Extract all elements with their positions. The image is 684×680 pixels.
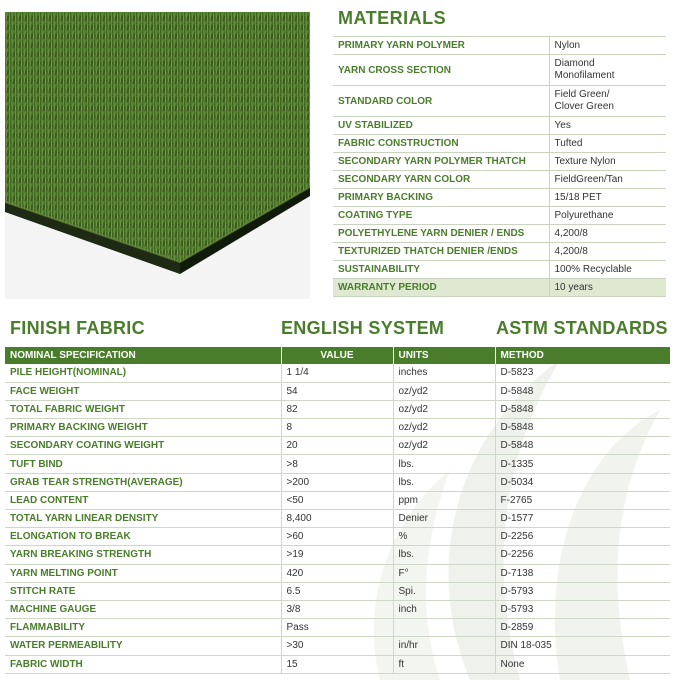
spec-unit-cell: lbs. xyxy=(393,455,495,473)
spec-method-cell: D-5823 xyxy=(495,364,670,382)
spec-value-cell: 420 xyxy=(281,564,393,582)
spec-value-cell: >8 xyxy=(281,455,393,473)
material-label: WARRANTY PERIOD xyxy=(333,279,549,297)
spec-unit-cell: Spi. xyxy=(393,582,495,600)
spec-unit-cell: % xyxy=(393,528,495,546)
spec-name-cell: SECONDARY COATING WEIGHT xyxy=(5,437,281,455)
material-value-text: Field Green/ Clover Green xyxy=(554,89,614,112)
material-label: TEXTURIZED THATCH DENIER /ENDS xyxy=(333,243,549,261)
spec-name-cell: YARN MELTING POINT xyxy=(5,564,281,582)
table-row xyxy=(5,491,670,509)
table-row xyxy=(333,225,666,243)
material-value: 4,200/8 xyxy=(549,225,666,243)
finish-fabric-heading: FINISH FABRIC xyxy=(10,318,145,338)
spec-name-cell: FABRIC WIDTH xyxy=(5,655,281,673)
material-value: 10 years xyxy=(549,279,666,297)
spec-method-cell: D-5034 xyxy=(495,473,670,491)
table-row xyxy=(5,382,670,400)
material-label: POLYETHYLENE YARN DENIER / ENDS xyxy=(333,225,549,243)
materials-title: MATERIALS xyxy=(338,8,447,28)
spec-unit-cell: lbs. xyxy=(393,473,495,491)
spec-name-cell: WATER PERMEABILITY xyxy=(5,637,281,655)
table-row xyxy=(5,546,670,564)
material-value: Tufted xyxy=(549,135,666,153)
spec-value-cell: 8 xyxy=(281,419,393,437)
spec-value-cell: 82 xyxy=(281,400,393,418)
spec-unit-cell: inch xyxy=(393,600,495,618)
material-value: Polyurethane xyxy=(549,207,666,225)
spec-name-cell: ELONGATION TO BREAK xyxy=(5,528,281,546)
spec-name-cell: PILE HEIGHT(NOMINAL) xyxy=(5,364,281,382)
spec-value-cell: 6.5 xyxy=(281,582,393,600)
material-label: SECONDARY YARN COLOR xyxy=(333,171,549,189)
column-header-specification: NOMINAL SPECIFICATION xyxy=(5,347,281,364)
materials-table xyxy=(333,36,666,297)
spec-value-cell: 15 xyxy=(281,655,393,673)
spec-method-cell: D-5793 xyxy=(495,600,670,618)
table-row xyxy=(5,419,670,437)
table-row xyxy=(333,189,666,207)
material-value: Texture Nylon xyxy=(549,153,666,171)
spec-unit-cell: lbs. xyxy=(393,546,495,564)
spec-name-cell: TOTAL YARN LINEAR DENSITY xyxy=(5,510,281,528)
spec-method-cell: DIN 18-035 xyxy=(495,637,670,655)
table-row xyxy=(333,86,666,117)
table-row xyxy=(5,473,670,491)
spec-unit-cell xyxy=(393,619,495,637)
table-row xyxy=(5,600,670,618)
table-row xyxy=(5,437,670,455)
material-value xyxy=(549,86,666,117)
table-row xyxy=(5,582,670,600)
spec-method-cell: D-5793 xyxy=(495,582,670,600)
spec-name-cell: TUFT BIND xyxy=(5,455,281,473)
table-row xyxy=(5,564,670,582)
table-row xyxy=(333,261,666,279)
spec-unit-cell: ppm xyxy=(393,491,495,509)
table-row xyxy=(5,637,670,655)
table-row xyxy=(333,55,666,86)
spec-value-cell: >30 xyxy=(281,637,393,655)
material-value: FieldGreen/Tan xyxy=(549,171,666,189)
table-row xyxy=(5,364,670,382)
spec-name-cell: FACE WEIGHT xyxy=(5,382,281,400)
spec-value-cell: 54 xyxy=(281,382,393,400)
spec-name-cell: LEAD CONTENT xyxy=(5,491,281,509)
table-row xyxy=(333,37,666,55)
spec-value-cell: >60 xyxy=(281,528,393,546)
spec-method-cell: D-2256 xyxy=(495,528,670,546)
table-row xyxy=(5,455,670,473)
spec-method-cell: D-5848 xyxy=(495,400,670,418)
spec-method-cell: D-2859 xyxy=(495,619,670,637)
spec-unit-cell: oz/yd2 xyxy=(393,437,495,455)
spec-unit-cell: inches xyxy=(393,364,495,382)
material-label: PRIMARY YARN POLYMER xyxy=(333,37,549,55)
spec-name-cell: PRIMARY BACKING WEIGHT xyxy=(5,419,281,437)
turf-sample-photo xyxy=(5,12,310,299)
table-row xyxy=(5,528,670,546)
material-label: FABRIC CONSTRUCTION xyxy=(333,135,549,153)
spec-value-cell: <50 xyxy=(281,491,393,509)
spec-name-cell: MACHINE GAUGE xyxy=(5,600,281,618)
material-value xyxy=(549,55,666,86)
table-row xyxy=(333,171,666,189)
spec-method-cell: D-7138 xyxy=(495,564,670,582)
material-value-text: Diamond Monofilament xyxy=(554,58,615,81)
spec-method-cell: F-2765 xyxy=(495,491,670,509)
spec-value-cell: 20 xyxy=(281,437,393,455)
material-label: YARN CROSS SECTION xyxy=(333,55,549,86)
spec-name-cell: YARN BREAKING STRENGTH xyxy=(5,546,281,564)
table-row xyxy=(333,153,666,171)
material-label: SUSTAINABILITY xyxy=(333,261,549,279)
table-row xyxy=(333,117,666,135)
material-value: 4,200/8 xyxy=(549,243,666,261)
table-row xyxy=(333,135,666,153)
spec-method-cell: D-5848 xyxy=(495,437,670,455)
artificial-turf-sample-icon xyxy=(5,12,310,299)
column-header-units: UNITS xyxy=(393,347,495,364)
spec-unit-cell: oz/yd2 xyxy=(393,419,495,437)
spec-name-cell: TOTAL FABRIC WEIGHT xyxy=(5,400,281,418)
spec-unit-cell: oz/yd2 xyxy=(393,382,495,400)
spec-value-cell: >19 xyxy=(281,546,393,564)
table-row xyxy=(5,510,670,528)
spec-method-cell: D-1577 xyxy=(495,510,670,528)
material-label: SECONDARY YARN POLYMER THATCH xyxy=(333,153,549,171)
spec-value-cell: 8,400 xyxy=(281,510,393,528)
table-header-row xyxy=(5,347,670,364)
spec-value-cell: 3/8 xyxy=(281,600,393,618)
material-value: Nylon xyxy=(549,37,666,55)
astm-standards-heading: ASTM STANDARDS xyxy=(496,318,668,338)
column-header-method: METHOD xyxy=(495,347,670,364)
column-header-value: VALUE xyxy=(281,347,393,364)
material-label: COATING TYPE xyxy=(333,207,549,225)
spec-name-cell: FLAMMABILITY xyxy=(5,619,281,637)
table-row xyxy=(5,400,670,418)
table-row xyxy=(5,619,670,637)
spec-unit-cell: F° xyxy=(393,564,495,582)
material-label: PRIMARY BACKING xyxy=(333,189,549,207)
material-label: STANDARD COLOR xyxy=(333,86,549,117)
spec-method-cell: None xyxy=(495,655,670,673)
table-row-highlighted xyxy=(333,279,666,297)
spec-value-cell: 1 1/4 xyxy=(281,364,393,382)
material-label: UV STABILIZED xyxy=(333,117,549,135)
spec-value-cell: Pass xyxy=(281,619,393,637)
table-row xyxy=(333,207,666,225)
material-value: 15/18 PET xyxy=(549,189,666,207)
table-row xyxy=(333,243,666,261)
spec-method-cell: D-2256 xyxy=(495,546,670,564)
spec-name-cell: STITCH RATE xyxy=(5,582,281,600)
spec-name-cell: GRAB TEAR STRENGTH(AVERAGE) xyxy=(5,473,281,491)
spec-method-cell: D-5848 xyxy=(495,382,670,400)
spec-method-cell: D-5848 xyxy=(495,419,670,437)
spec-unit-cell: ft xyxy=(393,655,495,673)
spec-value-cell: >200 xyxy=(281,473,393,491)
spec-unit-cell: Denier xyxy=(393,510,495,528)
specification-rows xyxy=(5,364,670,673)
material-value: Yes xyxy=(549,117,666,135)
table-row xyxy=(5,655,670,673)
material-value: 100% Recyclable xyxy=(549,261,666,279)
english-system-heading: ENGLISH SYSTEM xyxy=(281,318,445,338)
spec-unit-cell: in/hr xyxy=(393,637,495,655)
spec-method-cell: D-1335 xyxy=(495,455,670,473)
specification-table xyxy=(5,347,670,674)
spec-unit-cell: oz/yd2 xyxy=(393,400,495,418)
